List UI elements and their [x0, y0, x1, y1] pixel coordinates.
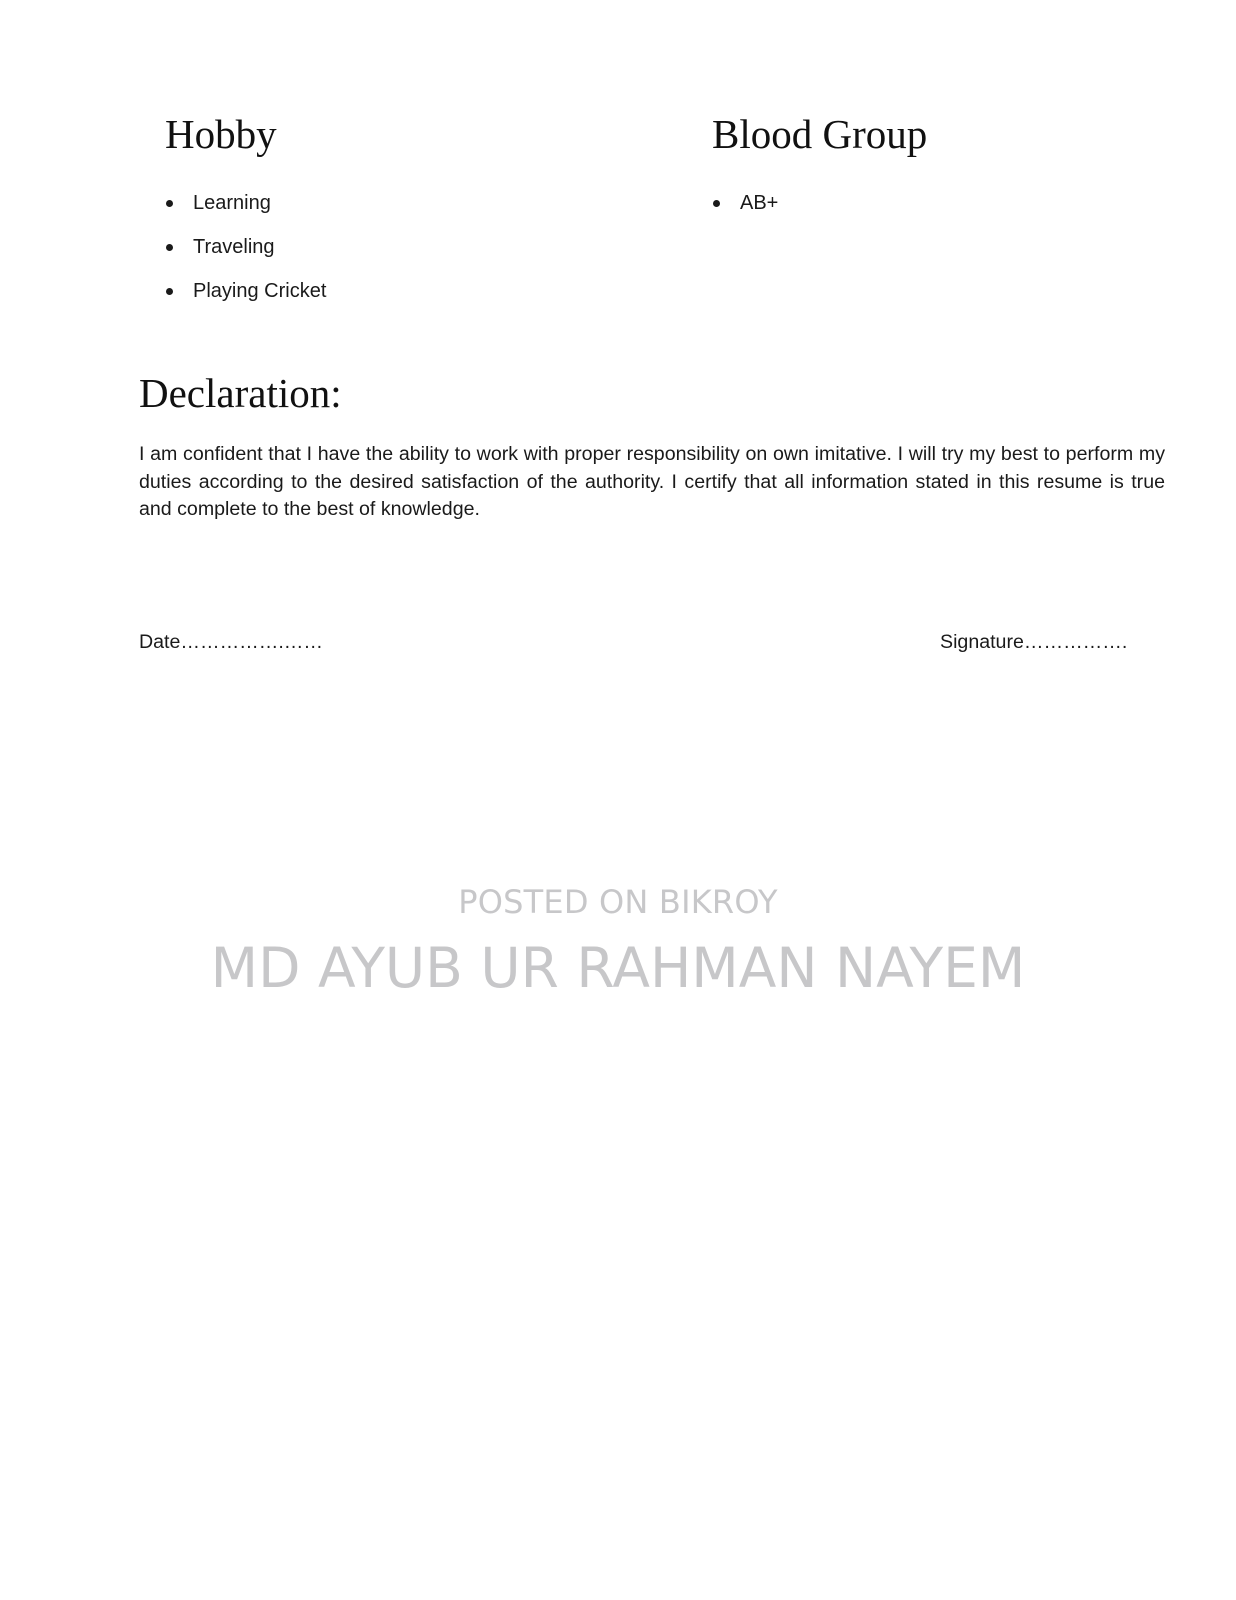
declaration-text: I am confident that I have the ability to work with proper responsibility on own imitative. I will try my best to perform my duties according to the desired satisfaction of the authority. I certify that all information stated in this resume is true and complete to the best of knowledge.	[139, 443, 1165, 520]
bullet-icon	[166, 288, 173, 295]
list-item	[165, 236, 326, 280]
date-line: Date…………….……	[139, 631, 323, 653]
hobby-heading: Hobby	[165, 111, 277, 157]
list-item	[165, 192, 326, 236]
bullet-icon	[713, 200, 720, 207]
hobby-item-label: Traveling	[193, 236, 275, 258]
blood-group-heading: Blood Group	[712, 111, 928, 157]
list-item	[712, 192, 778, 236]
signature-line: Signature…………….	[940, 631, 1128, 653]
bullet-icon	[166, 200, 173, 207]
declaration-heading: Declaration:	[139, 370, 342, 416]
watermark-posted-on: POSTED ON BIKROY	[458, 883, 778, 921]
hobby-item-label: Playing Cricket	[193, 280, 327, 302]
bullet-icon	[166, 244, 173, 251]
blood-group-item-label: AB+	[740, 192, 779, 214]
hobby-item-label: Learning	[193, 192, 271, 214]
blood-group-list	[712, 192, 778, 236]
watermark-name: MD AYUB UR RAHMAN NAYEM	[210, 936, 1026, 1000]
hobby-list	[165, 192, 326, 324]
list-item	[165, 280, 326, 324]
